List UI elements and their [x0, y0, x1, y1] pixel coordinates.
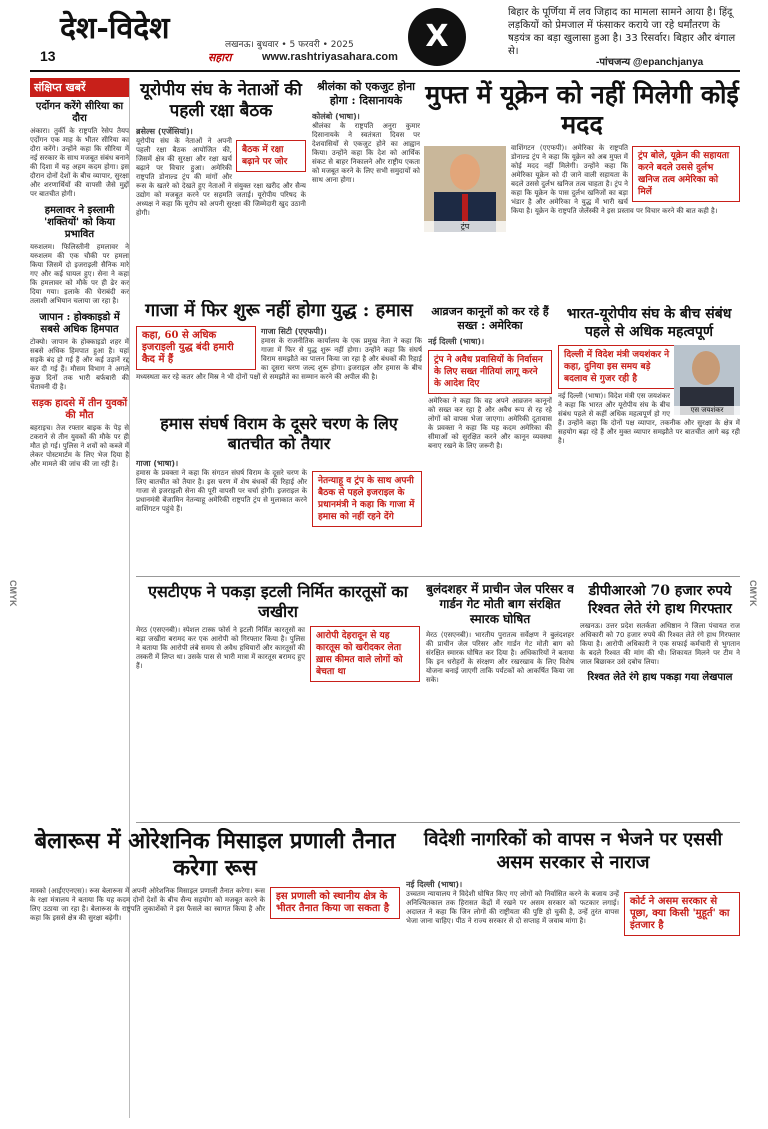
story-body: यूरोपीय संघ के नेताओं ने अपनी पहली रक्षा बैठक आयोजित की, जिसमें क्षेत्र की सुरक्षा और रक्षा खर्च बढ़ाने पर विचार हुआ। अमेरिकी राष्ट्रपति डोनाल्ड ट्रंप की मांगों और रूस के खतरे को देखते हुए नेताओं ने संयुक्त रक्षा खरीद और सैन्य उद्योग को मजबूत करने पर सहमति जताई। यूरोपीय परिषद के अध्यक्ष ने कहा कि यूरोप को अपनी सुरक्षा की जिम्मेदारी खुद उठानी होगी। [136, 137, 306, 217]
immigration-story [428, 305, 552, 575]
x-logo-icon: X [408, 8, 466, 66]
story-highlight: बैठक में रक्षा बढ़ाने पर जोर [236, 140, 306, 172]
story-headline: हमास संघर्ष विराम के दूसरे चरण के लिए बातचीत को तैयार [160, 414, 398, 453]
brief-title: सड़क हादसे में तीन युवकों की मौत [31, 398, 128, 421]
hamas-story [136, 414, 422, 564]
cmyk-mark-left: CMYK [8, 580, 18, 607]
face-icon [692, 351, 720, 385]
story-byline: कोलंबो (भाषा)। [312, 112, 360, 121]
tie-shape [462, 194, 468, 222]
story-headline: श्रीलंका को एकजुट होना होगा : दिसानायके [316, 80, 416, 107]
story-body: वाशिंगटन (एएफपी)। अमेरिका के राष्ट्रपति डोनाल्ड ट्रंप ने कहा कि यूक्रेन को अब मुफ्त में कोई मदद नहीं मिलेगी। उन्होंने कहा कि अमेरिका यूक्रेन को दी जाने वाली सहायता के बदले उससे दुर्लभ खनिज तत्व चाहता है। ट्रंप ने कहा कि यूक्रेन के पास दुर्लभ खनिजों का बड़ा भंडार है और अमेरिका ने युद्ध में भारी खर्च किया है। यूक्रेन के राष्ट्रपति जेलेंस्की ने इस प्रस्ताव पर विचार करने की बात कही है। [511, 144, 718, 215]
story-body: मास्को (आईएएनएस)। रूस बेलारूस में अपनी ओरेशनिक मिसाइल प्रणाली तैनात करेगा। रूस के रक्षा मंत्रालय ने बताया कि यह कदम दोनों देशों के बीच सैन्य सहयोग को मजबूत करने के लिए उठाया जा रहा है। बेलारूस के राष्ट्रपति लुकाशेंको ने इस फैसले का स्वागत किया है और कहा कि इससे क्षेत्र की सुरक्षा बढ़ेगी। [30, 887, 265, 922]
story-headline: विदेशी नागरिकों को वापस न भेजने पर एससी असम सरकार से नाराज [423, 829, 723, 873]
page-number: 13 [40, 48, 56, 64]
brief-title: एर्दोगन करेंगे सीरिया का दौरा [35, 101, 124, 124]
story-headline: यूरोपीय संघ के नेताओं की पहली रक्षा बैठक [140, 80, 302, 121]
story-subhead: रिश्वत लेते रंगे हाथ पकड़ा गया लेखपाल [587, 672, 733, 683]
story-headline: बेलारूस में ओरेशनिक मिसाइल प्रणाली तैनात करेगा रूस [34, 828, 396, 881]
section-title: देश-विदेश [60, 11, 170, 46]
x-handle: -पांचजन्य @epanchjanya [596, 57, 704, 68]
story-byline: नई दिल्ली (भाषा)। [428, 337, 485, 346]
page-header [0, 0, 768, 70]
brand-logo: सहारा [208, 51, 232, 64]
story-body: श्रीलंका के राष्ट्रपति अनुरा कुमार दिसानायके ने स्वतंत्रता दिवस पर देशवासियों से एकजुट होने का आह्वान किया। उन्होंने कहा कि देश को आर्थिक संकट से बाहर निकालने और राष्ट्रीय एकता को मजबूत करने के लिए सभी समुदायों को साथ आना होगा। [312, 122, 420, 184]
story-byline: गाजा सिटी (एएफपी)। [261, 327, 327, 336]
story-body: नई दिल्ली (भाषा)। विदेश मंत्री एस जयशंकर ने कहा कि भारत और यूरोपीय संघ के बीच संबंध पहले से कहीं अधिक महत्वपूर्ण हो गए हैं। उन्होंने कहा कि दोनों पक्ष व्यापार, तकनीक और सुरक्षा के क्षेत्र में सहयोग बढ़ा रहे हैं और मुक्त व्यापार समझौते पर बातचीत आगे बढ़ रही है। [558, 392, 740, 445]
story-headline: आव्रजन कानूनों को कर रहे हैं सख्त : अमेरिका [431, 305, 549, 332]
stf-story [136, 582, 420, 742]
trump-photo [424, 146, 506, 232]
brief-text: बहराइच। तेज रफ्तार बाइक के पेड़ से टकराने से तीन युवकों की मौके पर ही मौत हो गई। पुलिस ने शवों को कब्जे में लेकर पोस्टमार्टम के लिए भेज दिया है और मामले की जांच की जा रही है। [30, 424, 129, 468]
story-body: लखनऊ। उत्तर प्रदेश सतर्कता अधिष्ठान ने जिला पंचायत राज अधिकारी को 70 हजार रुपये की रिश्वत लेते रंगे हाथ गिरफ्तार किया है। आरोपी अधिकारी ने एक सफाई कर्मचारी से भुगतान के बदले रिश्वत की मांग की थी। शिकायत मिलने पर टीम ने जाल बिछाकर उसे दबोच लिया। [580, 622, 740, 666]
photo-caption: एस जयशंकर [674, 406, 740, 415]
divider [136, 822, 740, 823]
top-note: बिहार के पूर्णिया में लव जिहाद का मामला सामने आया है। हिंदू लड़कियों को प्रेमजाल में फंसाकर कराये जा रहे धर्मांतरण के षड़यंत्र का बड़ा खुलासा हुआ है। 33 रिसर्वार। बिहार और बंगाल से। [508, 7, 736, 57]
story-body: अमेरिका ने कहा कि वह अपने आव्रजन कानूनों को सख्त कर रहा है और अवैध रूप से रह रहे लोगों को वापस भेजा जाएगा। अमेरिकी दूतावास के प्रवक्ता ने कहा कि यह कदम अमेरिका की सीमाओं को सुरक्षित करने और कानून व्यवस्था बनाए रखने के लिए जरूरी है। [428, 397, 552, 450]
story-highlight: दिल्ली में विदेश मंत्री जयशंकर ने कहा, दुनिया इस समय बड़े बदलाव से गुजर रही है [558, 345, 740, 389]
story-byline: नई दिल्ली (भाषा)। [406, 880, 463, 889]
brief-text: अंकारा। तुर्की के राष्ट्रपति रेसेप तैयप एर्दोगन एक माह के भीतर सीरिया का दौरा करेंगे। उन्होंने कहा कि सीरिया में नई सरकार के साथ मजबूत संबंध बनाने की दिशा में यह अहम कदम होगा। इस दौरान दोनों देशों के बीच व्यापार, सुरक्षा और शरणार्थियों की वापसी जैसे मुद्दों पर बातचीत होगी। [30, 127, 129, 198]
story-highlight: आरोपी देहरादून से यह कारतूस को खरीदकर लेता ख़ास कीमत वाले लोगों को बेचता था [310, 626, 420, 682]
brief-item [30, 398, 129, 469]
brief-text: यरुशलम। फिलिस्तीनी हमलावर ने यरुशलम की एक चौकी पर हमला किया जिसमें दो इजराइली सैनिक मारे गए और कई घायल हुए। सेना ने कहा कि हमलावर को मौके पर ही ढेर कर दिया गया। इलाके की घेराबंदी कर तलाशी अभियान चलाया जा रहा है। [30, 243, 129, 305]
cmyk-mark-right: CMYK [748, 580, 758, 607]
india-eu-story [558, 305, 740, 575]
assam-story [406, 828, 740, 1120]
story-headline: डीपीआरओ 70 हजार रुपये रिश्वत लेते रंगे हाथ गिरफ्तार [588, 583, 732, 617]
story-headline: भारत-यूरोपीय संघ के बीच संबंध पहले से अधिक महत्वपूर्ण [566, 306, 732, 340]
jaishankar-photo [674, 345, 740, 415]
belarus-story [30, 828, 400, 1120]
story-highlight: इस प्रणाली को स्थानीय क्षेत्र के भीतर तैनात किया जा सकता है [270, 887, 400, 919]
story-highlight: नेतन्याहू व ट्रंप के साथ अपनी बैठक से पहले इजराइल के प्रधानमंत्री ने कहा कि गाजा में हमास को नहीं रहने देंगे [312, 471, 422, 527]
briefs-title: संक्षिप्त खबरें [30, 78, 129, 97]
brief-item [30, 205, 129, 306]
story-body: मेरठ (एसएनबी)। स्पेशल टास्क फोर्स ने इटली निर्मित कारतूसों का बड़ा जखीरा बरामद कर एक आरोपी को गिरफ्तार किया है। पुलिस ने बताया कि आरोपी लंबे समय से अवैध हथियारों और कारतूसों की तस्करी में लिप्त था। उसके पास से भारी मात्रा में कारतूस बरामद हुए हैं। [136, 626, 305, 670]
header-rule [30, 70, 740, 72]
story-body: मेरठ (एसएनबी)। भारतीय पुरातत्व सर्वेक्षण ने बुलंदशहर की प्राचीन जेल परिसर और गार्डन गेट मोती बाग को संरक्षित स्मारक घोषित कर दिया है। अधिकारियों ने बताया कि इन धरोहरों के संरक्षण और रखरखाव के लिए विशेष योजना बनाई जाएगी ताकि पर्यटकों को आकर्षित किया जा सके। [426, 631, 574, 684]
story-highlight: कहा, 60 से अधिक इजराइली युद्ध बंदी हमारी कैद में हैं [136, 326, 256, 370]
eu-defence-story [136, 80, 306, 290]
brief-item [30, 101, 129, 199]
monument-story [426, 582, 574, 802]
story-headline: मुफ्त में यूक्रेन को नहीं मिलेगी कोई मदद [425, 80, 739, 139]
dateline: लखनऊ। बुधवार • 5 फरवरी • 2025 [225, 40, 354, 50]
story-body: हमास के राजनीतिक कार्यालय के एक प्रमुख नेता ने कहा कि गाजा में फिर से युद्ध शुरू नहीं होगा। उन्होंने कहा कि संघर्ष विराम समझौते का पालन किया जा रहा है और बंधकों की रिहाई का दूसरा चरण जल्द शुरू होगा। इजराइल और हमास के बीच मध्यस्थता कर रहे कतर और मिस्र ने भी दोनों पक्षों से समझौते का सम्मान करने की अपील की है। [136, 337, 422, 381]
bribe-story [580, 582, 740, 812]
gaza-story [136, 300, 422, 410]
story-body: हमास के प्रवक्ता ने कहा कि संगठन संघर्ष विराम के दूसरे चरण के लिए बातचीत को तैयार है। इस चरण में शेष बंधकों की रिहाई और गाजा से इजराइली सेना की पूरी वापसी पर चर्चा होगी। इजराइल के प्रधानमंत्री बेंजामिन नेतन्याहू अमेरिकी राष्ट्रपति ट्रंप से मुलाकात करने वाशिंगटन पहुंचे हैं। [136, 469, 307, 513]
story-headline: गाजा में फिर शुरू नहीं होगा युद्ध : हमास [145, 300, 413, 321]
story-body: उच्चतम न्यायालय ने विदेशी घोषित किए गए लोगों को निर्वासित करने के बजाय उन्हें अनिश्चितकाल तक हिरासत केंद्रों में रखने पर असम सरकार को फटकार लगाई। अदालत ने कहा कि जिन लोगों की राष्ट्रीयता की पुष्टि हो चुकी है, उन्हें तुरंत वापस भेजा जाना चाहिए। पीठ ने राज्य सरकार से दो सप्ताह में जवाब मांगा है। [406, 890, 619, 925]
story-highlight: कोर्ट ने असम सरकार से पूछा, क्या किसी 'मुहूर्त' का इंतजार है [624, 892, 740, 936]
story-highlight: ट्रंप ने अवैध प्रवासियों के निर्वासन के लिए सख्त नीतियां लागू करने के आदेश दिए [428, 350, 552, 394]
story-headline: एसटीएफ ने पकड़ा इटली निर्मित कारतूसों का जखीरा [148, 582, 408, 621]
brief-title: जापान : होक्काइडो में सबसे अधिक हिमपात [39, 312, 120, 335]
story-byline: गाजा (भाषा)। [136, 459, 179, 468]
story-highlight: ट्रंप बोले, यूक्रेन की सहायता करने बदले उससे दुर्लभ खनिज तत्व अमेरिका को मिलें [632, 146, 740, 202]
ukraine-story [424, 80, 740, 300]
brief-item [30, 312, 129, 392]
story-byline: ब्रसेल्स (एजेंसियां)। [136, 127, 193, 136]
brief-text: टोक्यो। जापान के होक्काइडो शहर में सबसे अधिक हिमपात हुआ है। यहां सड़कें बंद हो गई हैं और कई उड़ानें रद्द कर दी गई हैं। मौसम विभाग ने अगले कुछ दिनों तक भारी बर्फबारी की चेतावनी दी है। [30, 338, 129, 391]
face-icon [450, 154, 480, 190]
brief-title: हमलावर ने इस्लामी 'शक्तियों' को किया प्रभावित [44, 205, 115, 240]
divider [136, 576, 740, 577]
story-headline: बुलंदशहर में प्राचीन जेल परिसर व गार्डन गेट मोती बाग संरक्षित स्मारक घोषित [426, 582, 574, 626]
srilanka-story [312, 80, 420, 290]
website-link[interactable]: www.rashtriyasahara.com [262, 51, 398, 63]
photo-caption: ट्रंप [424, 221, 506, 232]
